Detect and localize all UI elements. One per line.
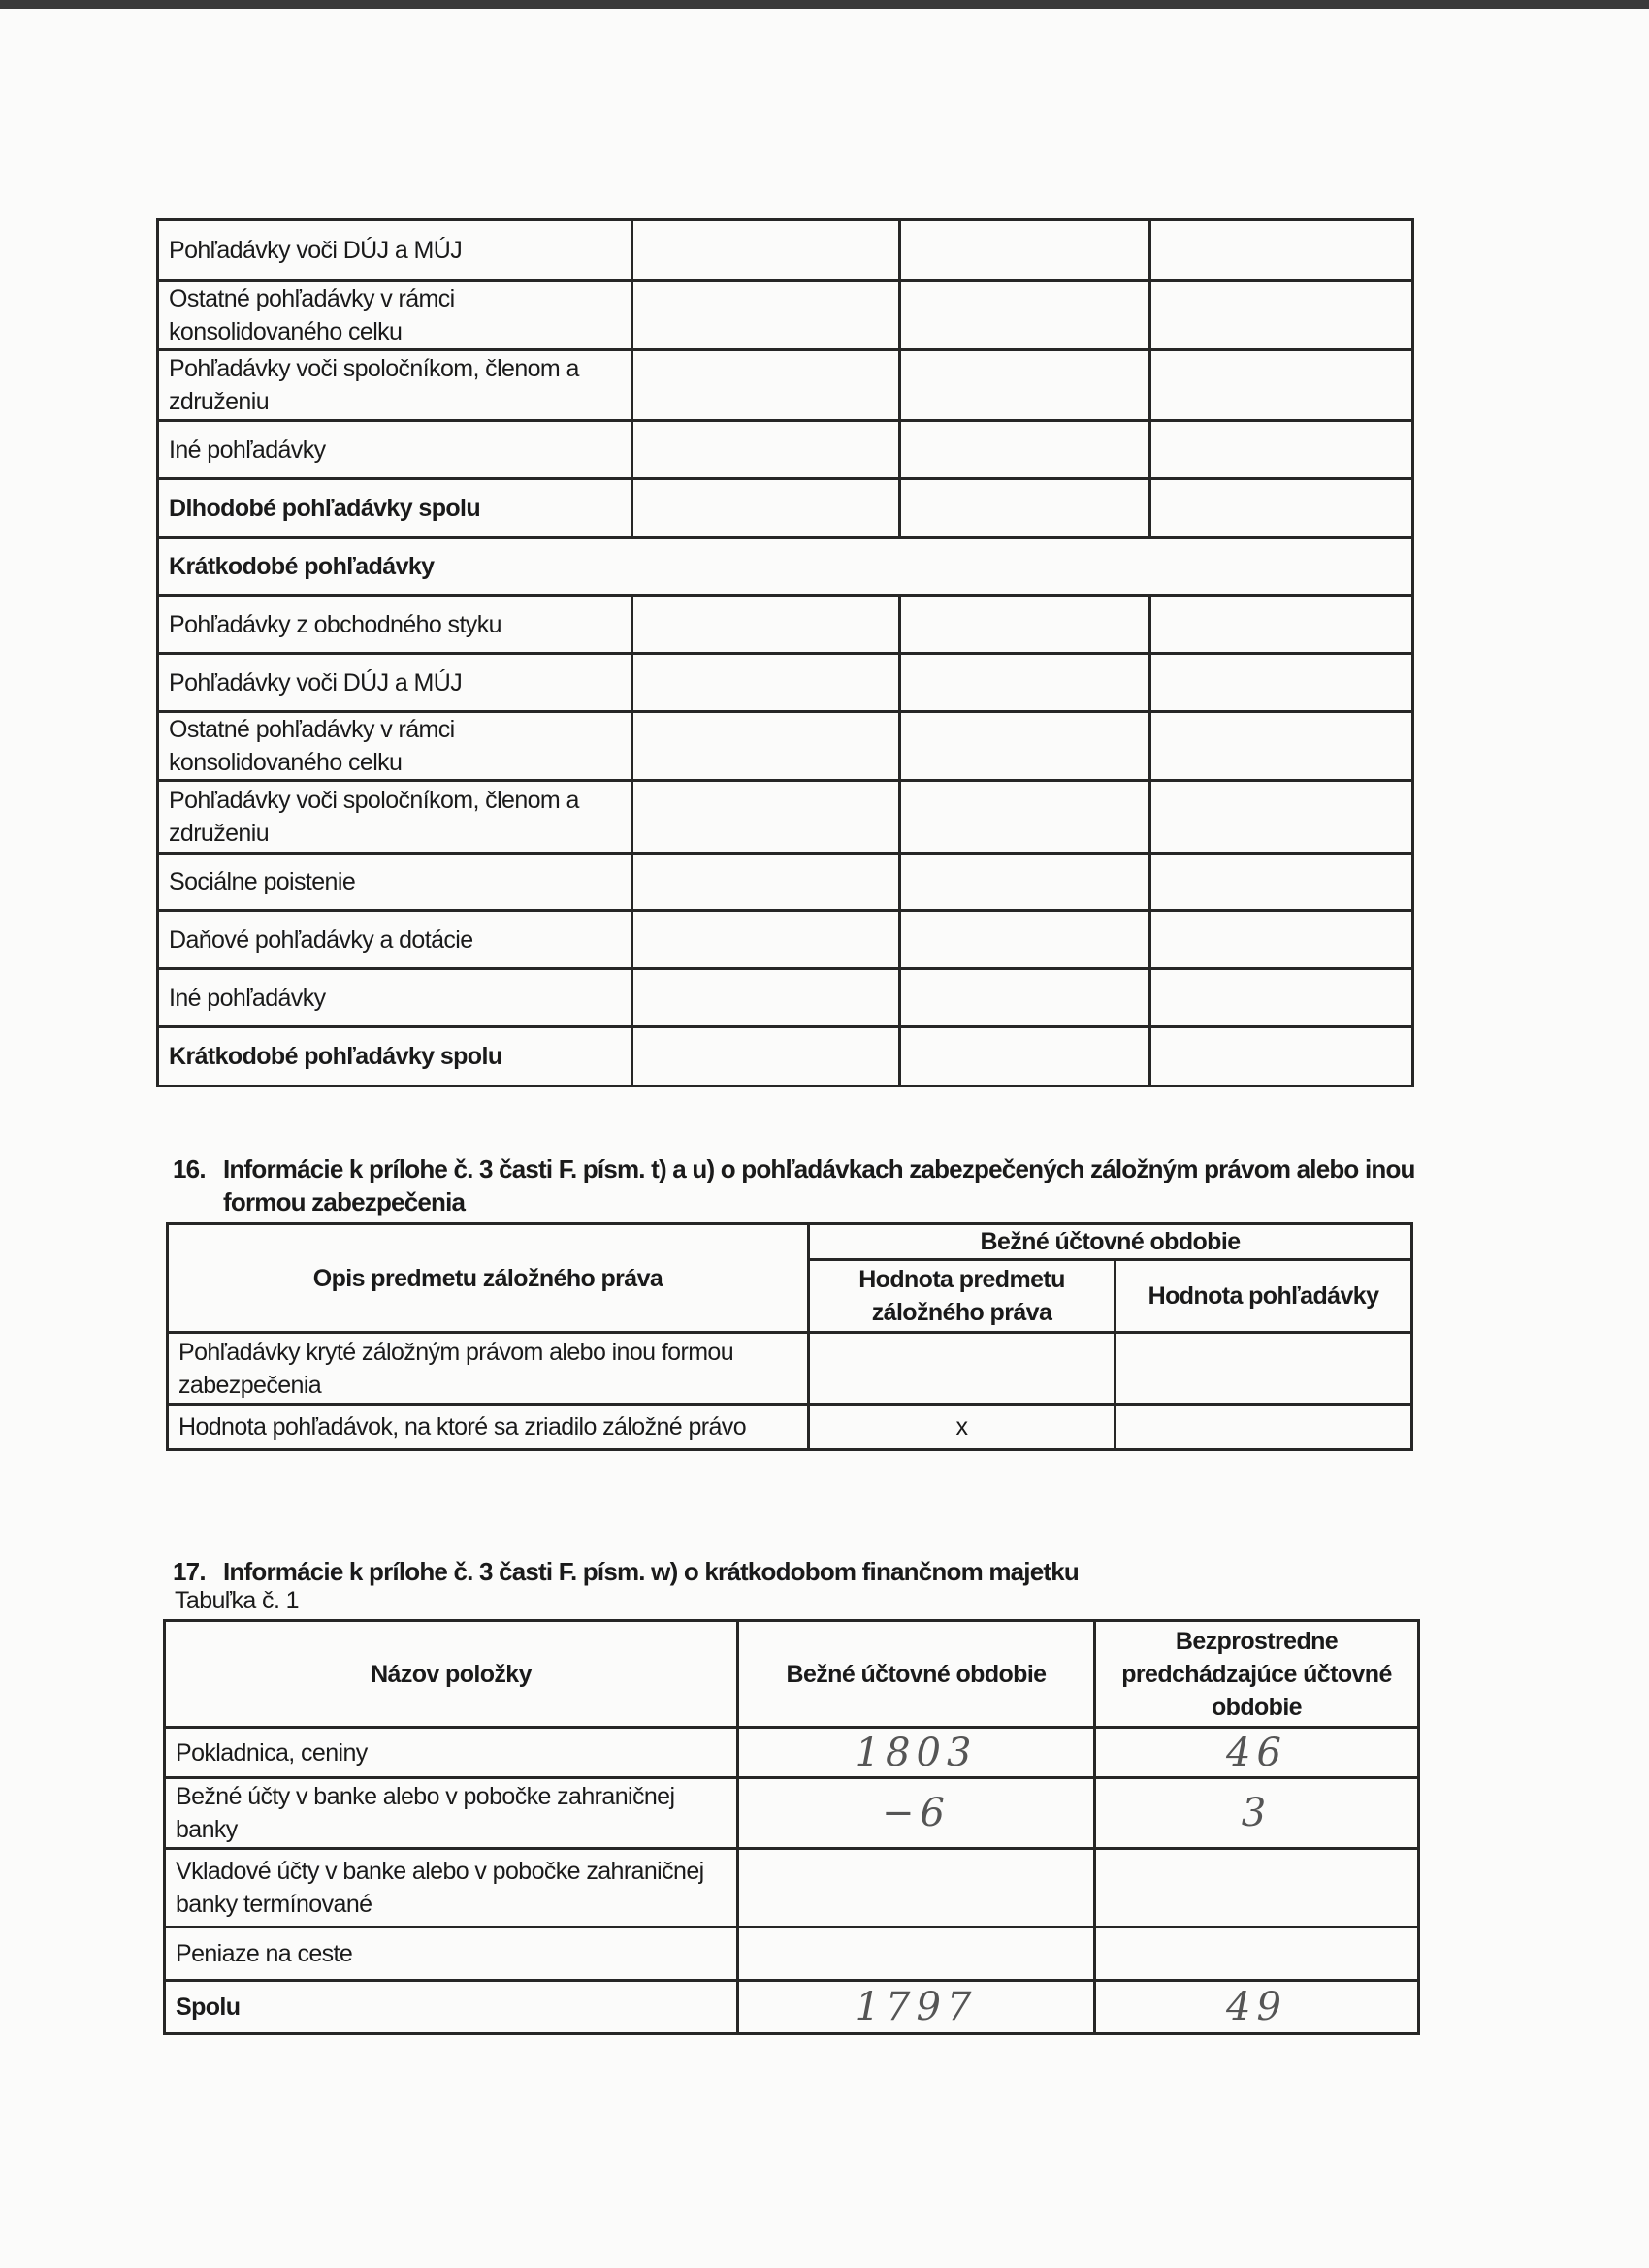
value-cell[interactable] (900, 969, 1150, 1027)
table-row (168, 1405, 1412, 1450)
financial-assets-table (163, 1619, 1420, 2035)
value-cell[interactable] (900, 421, 1150, 479)
value-cell[interactable] (632, 781, 900, 854)
col-header-description: Opis predmetu záložného práva (168, 1224, 809, 1333)
collateral-table (166, 1222, 1413, 1451)
table-row (158, 712, 1413, 781)
value-cell[interactable]: x (809, 1405, 1116, 1450)
value-cell[interactable] (1150, 421, 1413, 479)
value-cell[interactable] (900, 596, 1150, 654)
table-row (158, 781, 1413, 854)
value-cell[interactable] (1150, 220, 1413, 281)
previous-value[interactable]: 3 (1095, 1778, 1419, 1849)
value-cell[interactable] (632, 1027, 900, 1086)
table-row (168, 1333, 1412, 1405)
row-label: Pohľadávky kryté záložným právom alebo inou formou zabezpečenia (168, 1333, 809, 1405)
value-cell[interactable] (632, 596, 900, 654)
receivables-table (156, 218, 1414, 1087)
previous-value[interactable] (1095, 1928, 1419, 1981)
table-row (165, 1728, 1419, 1778)
table-row (158, 969, 1413, 1027)
value-cell[interactable] (632, 654, 900, 712)
section-number: 16. (173, 1154, 206, 1183)
row-label: Vkladové účty v banke alebo v pobočke zahraničnej banky termínované (165, 1849, 738, 1928)
row-label: Krátkodobé pohľadávky spolu (158, 1027, 632, 1086)
row-label: Iné pohľadávky (158, 969, 632, 1027)
table-row (158, 479, 1413, 538)
value-cell[interactable] (1116, 1405, 1412, 1450)
section-header-row (158, 538, 1413, 596)
scan-edge (0, 0, 1649, 9)
value-cell[interactable] (632, 421, 900, 479)
row-label: Sociálne poistenie (158, 854, 632, 911)
row-label: Pokladnica, ceniny (165, 1728, 738, 1778)
current-value[interactable]: −6 (738, 1778, 1095, 1849)
value-cell[interactable] (1150, 350, 1413, 421)
value-cell[interactable] (632, 479, 900, 538)
current-value[interactable] (738, 1928, 1095, 1981)
value-cell[interactable] (1150, 1027, 1413, 1086)
row-label: Hodnota pohľadávok, na ktoré sa zriadilo záložné právo (168, 1405, 809, 1450)
value-cell[interactable] (809, 1333, 1116, 1405)
table-row (158, 654, 1413, 712)
col-header-subject-value: Hodnota predmetu záložného práva (809, 1260, 1116, 1333)
previous-value[interactable]: 49 (1095, 1981, 1419, 2034)
row-label: Dlhodobé pohľadávky spolu (158, 479, 632, 538)
col-header-group: Bežné účtovné obdobie (809, 1224, 1412, 1260)
value-cell[interactable] (632, 220, 900, 281)
table-row (165, 1778, 1419, 1849)
short-term-header: Krátkodobé pohľadávky (158, 538, 1413, 596)
col-header-current: Bežné účtovné obdobie (738, 1621, 1095, 1728)
value-cell[interactable] (900, 479, 1150, 538)
table-row (165, 1928, 1419, 1981)
value-cell[interactable] (1150, 479, 1413, 538)
table-row (158, 911, 1413, 969)
value-cell[interactable] (900, 654, 1150, 712)
row-label: Pohľadávky z obchodného styku (158, 596, 632, 654)
table-row (158, 854, 1413, 911)
row-label: Daňové pohľadávky a dotácie (158, 911, 632, 969)
value-cell[interactable] (1150, 281, 1413, 350)
row-label: Peniaze na ceste (165, 1928, 738, 1981)
table-row (158, 220, 1413, 281)
table-row (158, 596, 1413, 654)
row-label: Ostatné pohľadávky v rámci konsolidovaného celku (158, 281, 632, 350)
previous-value[interactable]: 46 (1095, 1728, 1419, 1778)
current-value[interactable]: 1797 (738, 1981, 1095, 2034)
value-cell[interactable] (900, 1027, 1150, 1086)
section-17-heading (173, 1555, 1424, 1588)
value-cell[interactable] (632, 281, 900, 350)
value-cell[interactable] (1150, 854, 1413, 911)
value-cell[interactable] (632, 911, 900, 969)
row-label: Pohľadávky voči spoločníkom, členom a združeniu (158, 781, 632, 854)
value-cell[interactable] (1150, 654, 1413, 712)
table-row (158, 350, 1413, 421)
col-header-name: Názov položky (165, 1621, 738, 1728)
value-cell[interactable] (632, 969, 900, 1027)
value-cell[interactable] (1150, 911, 1413, 969)
value-cell[interactable] (1150, 969, 1413, 1027)
row-label: Spolu (165, 1981, 738, 2034)
table-row (158, 281, 1413, 350)
row-label: Bežné účty v banke alebo v pobočke zahraničnej banky (165, 1778, 738, 1849)
value-cell[interactable] (632, 350, 900, 421)
value-cell[interactable] (900, 781, 1150, 854)
row-label: Ostatné pohľadávky v rámci konsolidovaného celku (158, 712, 632, 781)
section-number: 17. (173, 1557, 206, 1586)
value-cell[interactable] (1150, 781, 1413, 854)
value-cell[interactable] (900, 220, 1150, 281)
col-header-receivable-value: Hodnota pohľadávky (1116, 1260, 1412, 1333)
value-cell[interactable] (900, 712, 1150, 781)
value-cell[interactable] (632, 854, 900, 911)
row-label: Pohľadávky voči DÚJ a MÚJ (158, 220, 632, 281)
section-title: Informácie k prílohe č. 3 časti F. písm. t) a u) o pohľadávkach zabezpečených záložným právom alebo inou formou zabezpečenia (223, 1154, 1415, 1216)
row-label: Pohľadávky voči DÚJ a MÚJ (158, 654, 632, 712)
table-row (158, 421, 1413, 479)
value-cell[interactable] (900, 281, 1150, 350)
value-cell[interactable] (1116, 1333, 1412, 1405)
table-label: Tabuľka č. 1 (175, 1587, 299, 1614)
value-cell[interactable] (632, 712, 900, 781)
value-cell[interactable] (900, 854, 1150, 911)
section-16-heading (173, 1152, 1424, 1218)
row-label: Iné pohľadávky (158, 421, 632, 479)
current-value[interactable]: 1803 (738, 1728, 1095, 1778)
row-label: Pohľadávky voči spoločníkom, členom a združeniu (158, 350, 632, 421)
value-cell[interactable] (1150, 596, 1413, 654)
table-row (165, 1981, 1419, 2034)
previous-value[interactable] (1095, 1849, 1419, 1928)
current-value[interactable] (738, 1849, 1095, 1928)
value-cell[interactable] (1150, 712, 1413, 781)
col-header-previous: Bezprostredne predchádzajúce účtovné obdobie (1095, 1621, 1419, 1728)
value-cell[interactable] (900, 911, 1150, 969)
value-cell[interactable] (900, 350, 1150, 421)
table-row (165, 1849, 1419, 1928)
section-title: Informácie k prílohe č. 3 časti F. písm. w) o krátkodobom finančnom majetku (223, 1557, 1079, 1586)
table-row (158, 1027, 1413, 1086)
